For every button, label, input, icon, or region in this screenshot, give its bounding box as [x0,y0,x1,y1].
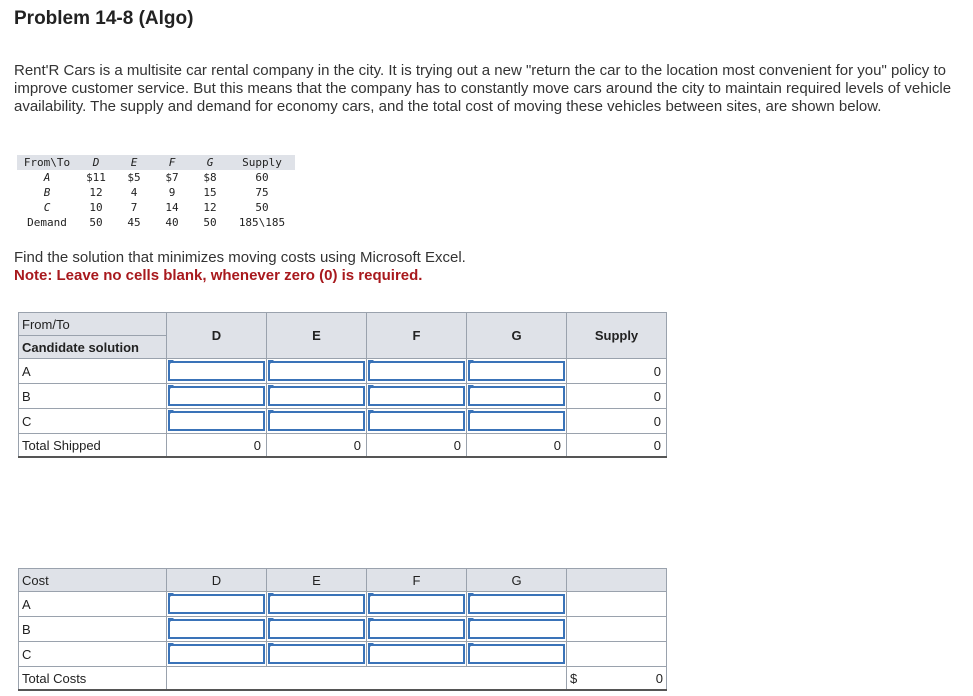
input-cell-a-e[interactable] [267,359,367,384]
cost-input-c-g[interactable] [468,644,565,664]
total-shipped-d: 0 [167,434,267,458]
input-cell-c-e[interactable] [267,409,367,434]
data-cell: 185\185 [238,216,286,229]
candidate-solution-grid [18,312,667,458]
data-cell: $11 [86,171,106,184]
input-cell-c-d[interactable] [167,409,267,434]
data-cell: 7 [130,201,138,214]
supply-value-b: 0 [567,384,667,409]
cost-input-c-f[interactable] [368,644,465,664]
data-row-label: B [43,186,51,199]
cost-cell-c-f[interactable] [367,642,467,667]
cost-input-b-g[interactable] [468,619,565,639]
data-cell: 40 [165,216,179,229]
cost-cell-c-e[interactable] [267,642,367,667]
row-label-c: C [19,409,167,434]
cost-input-c-e[interactable] [268,644,365,664]
input-cell-b-d[interactable] [167,384,267,409]
cost-header: Cost [19,569,167,592]
cost-input-b-d[interactable] [168,619,265,639]
cost-row-b [19,617,667,642]
total-costs-spacer [167,667,567,691]
cost-input-b-e[interactable] [268,619,365,639]
cost-blank-cell [567,617,667,642]
total-costs-value-cell [567,667,667,691]
currency-symbol: $ [570,670,578,686]
data-cell: 12 [89,186,103,199]
total-costs-row [19,667,667,691]
col-header-f: F [367,313,467,359]
input-cell-b-e[interactable] [267,384,367,409]
data-cell: 9 [168,186,176,199]
shipment-input-b-d[interactable] [168,386,265,406]
cost-blank-cell [567,592,667,617]
problem-title: Problem 14-8 (Algo) [14,8,194,29]
total-shipped-label: Total Shipped [19,434,167,458]
data-header-g: G [191,155,229,170]
cost-cell-c-d[interactable] [167,642,267,667]
cost-row-c [19,642,667,667]
data-cell: 50 [203,216,217,229]
problem-intro: Rent'R Cars is a multisite car rental company in the city. It is trying out a new "return the car to the location most convenient for you" policy to improve customer service. But this means that the company has to constantly move cars around the city to maintain required levels of vehicle availability. The supply and demand for economy cars, and the total cost of moving these vehicles between sites, are shown below. [14,62,952,115]
total-shipped-row [19,434,667,458]
candidate-row-b [19,384,667,409]
shipment-input-b-f[interactable] [368,386,465,406]
data-row-a [17,170,295,185]
shipment-input-c-e[interactable] [268,411,365,431]
cost-col-header-e: E [267,569,367,592]
shipment-input-c-g[interactable] [468,411,565,431]
total-costs-label: Total Costs [19,667,167,691]
cost-cell-a-g[interactable] [467,592,567,617]
data-cell: 12 [203,201,217,214]
shipment-input-a-d[interactable] [168,361,265,381]
cost-row-label-a: A [19,592,167,617]
shipment-input-a-e[interactable] [268,361,365,381]
total-shipped-f: 0 [367,434,467,458]
cost-cell-a-d[interactable] [167,592,267,617]
input-cell-b-f[interactable] [367,384,467,409]
data-header-supply: Supply [229,155,295,170]
row-label-b: B [19,384,167,409]
col-header-e: E [267,313,367,359]
col-header-g: G [467,313,567,359]
shipment-input-a-g[interactable] [468,361,565,381]
total-shipped-e: 0 [267,434,367,458]
data-cell: 45 [127,216,141,229]
shipment-input-c-d[interactable] [168,411,265,431]
data-header-d: D [77,155,115,170]
total-shipped-supply: 0 [567,434,667,458]
from-to-header: From/To [19,313,167,336]
input-cell-b-g[interactable] [467,384,567,409]
shipment-input-b-e[interactable] [268,386,365,406]
cost-col-header-d: D [167,569,267,592]
data-row-label: C [43,201,51,214]
total-shipped-g: 0 [467,434,567,458]
input-cell-a-d[interactable] [167,359,267,384]
find-instruction: Find the solution that minimizes moving costs using Microsoft Excel. [14,249,466,266]
note-instruction: Note: Leave no cells blank, whenever zero (0) is required. [14,267,423,284]
data-cell: 15 [203,186,217,199]
data-row-c [17,200,295,215]
data-cell: 75 [255,186,269,199]
input-cell-c-g[interactable] [467,409,567,434]
data-table-header [17,155,295,170]
data-row-label: Demand [27,216,67,229]
data-cell: $5 [127,171,141,184]
row-label-a: A [19,359,167,384]
supply-demand-table [17,155,295,230]
data-header-from-to: From\To [17,155,77,170]
cost-cell-b-e[interactable] [267,617,367,642]
cost-cell-b-d[interactable] [167,617,267,642]
shipment-input-b-g[interactable] [468,386,565,406]
total-costs-value: 0 [655,670,663,686]
supply-value-a: 0 [567,359,667,384]
candidate-row-a [19,359,667,384]
cost-row-a [19,592,667,617]
cost-cell-b-g[interactable] [467,617,567,642]
cost-input-a-e[interactable] [268,594,365,614]
data-cell: $8 [203,171,217,184]
cost-input-a-g[interactable] [468,594,565,614]
cost-row-label-b: B [19,617,167,642]
cost-input-b-f[interactable] [368,619,465,639]
cost-header-row [19,569,667,592]
data-cell: 60 [255,171,269,184]
cost-cell-a-e[interactable] [267,592,367,617]
data-row-b [17,185,295,200]
shipment-input-a-f[interactable] [368,361,465,381]
cost-input-a-f[interactable] [368,594,465,614]
data-row-label: A [43,171,51,184]
data-cell: 14 [165,201,179,214]
candidate-solution-label: Candidate solution [19,336,167,359]
cost-row-label-c: C [19,642,167,667]
col-header-supply: Supply [567,313,667,359]
cost-col-header-g: G [467,569,567,592]
data-cell: 50 [89,216,103,229]
input-cell-c-f[interactable] [367,409,467,434]
cost-blank-cell [567,642,667,667]
cost-grid [18,568,667,691]
cost-cell-a-f[interactable] [367,592,467,617]
candidate-row-c [19,409,667,434]
cost-header-blank [567,569,667,592]
supply-value-c: 0 [567,409,667,434]
data-cell: 4 [130,186,138,199]
input-cell-a-g[interactable] [467,359,567,384]
data-cell: 50 [255,201,269,214]
cost-input-a-d[interactable] [168,594,265,614]
cost-cell-c-g[interactable] [467,642,567,667]
shipment-input-c-f[interactable] [368,411,465,431]
cost-cell-b-f[interactable] [367,617,467,642]
cost-input-c-d[interactable] [168,644,265,664]
data-cell: $7 [165,171,179,184]
data-header-e: E [115,155,153,170]
data-cell: 10 [89,201,103,214]
data-header-f: F [153,155,191,170]
col-header-d: D [167,313,267,359]
data-row-demand [17,215,295,230]
input-cell-a-f[interactable] [367,359,467,384]
cost-col-header-f: F [367,569,467,592]
